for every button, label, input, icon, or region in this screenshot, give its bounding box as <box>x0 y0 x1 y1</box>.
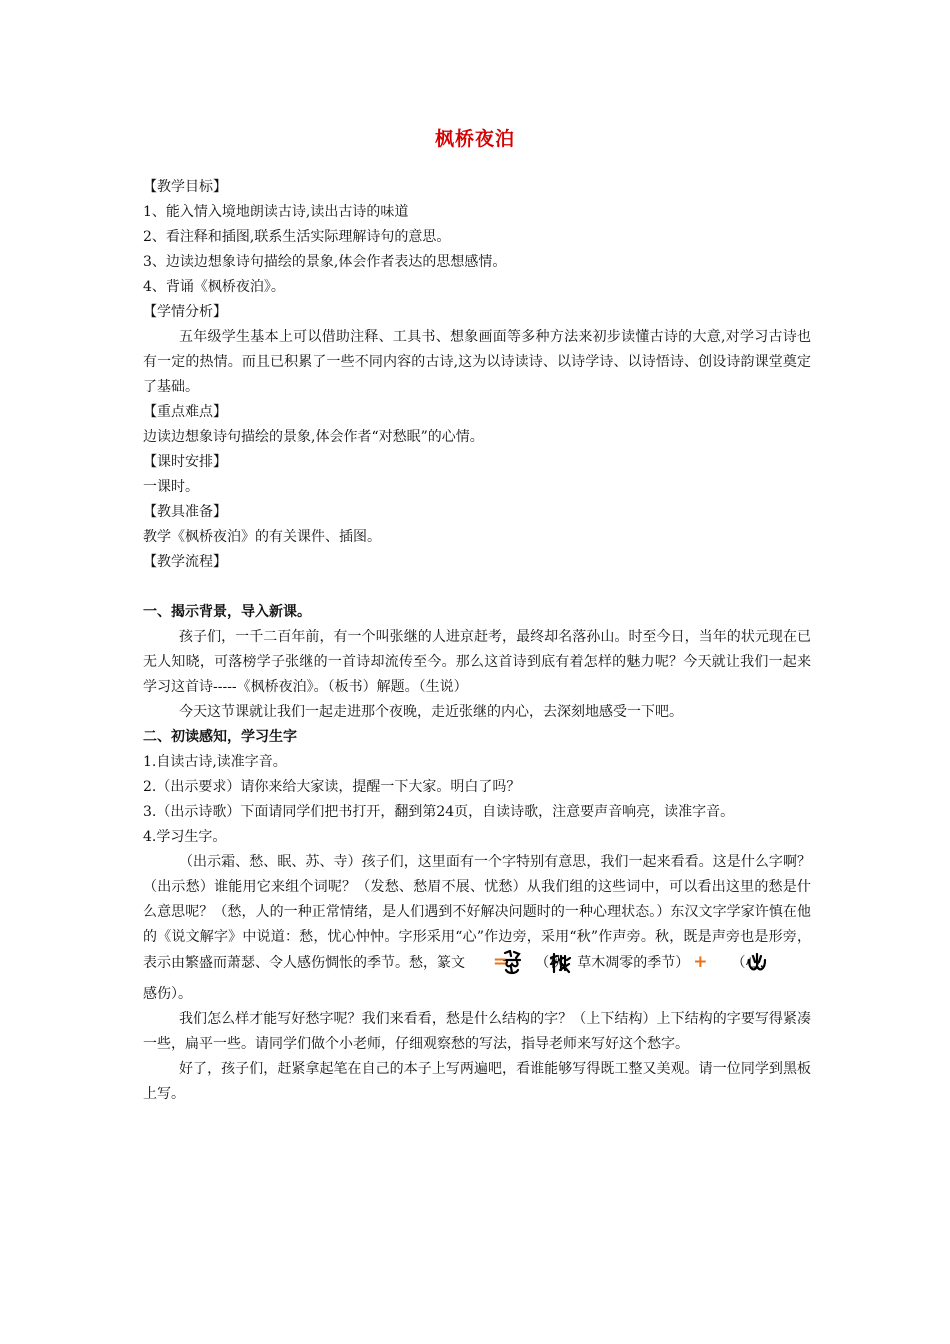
tools-paragraph: 教学《枫桥夜泊》的有关课件、插图。 <box>143 529 381 545</box>
goal-item: 4、背诵《枫桥夜泊》。 <box>143 279 285 295</box>
key-paragraph: 边读边想象诗句描绘的景象,体会作者“对愁眠”的心情。 <box>143 429 484 445</box>
step-item: 3.（出示诗歌）下面请同学们把书打开，翻到第24页，自读诗歌，注意要声音响亮，读准字音。 <box>143 804 735 820</box>
seal-script-xin-icon <box>710 950 732 976</box>
character-explanation-paragraph <box>143 850 811 976</box>
character-explanation-end: 感伤）。 <box>143 986 192 1002</box>
part1-paragraph: 孩子们，一千二百年前，有一个叫张继的人进京赶考，最终却名落孙山。时至今日，当年的状元现在已无人知晓，可落榜学子张继的一首诗却流传至今。那么这首诗到底有着怎样的魅力呢？今天就让我们一起来学习这首诗-----《枫桥夜泊》。（板书）解题。（生说） <box>143 629 811 695</box>
seal-script-chou-icon <box>465 950 487 976</box>
page-title: 枫桥夜泊 <box>434 128 515 150</box>
step-item: 4.学习生字。 <box>143 829 227 845</box>
practice-paragraph: 好了，孩子们，赶紧拿起笔在自己的本子上写两遍吧，看谁能够写得既工整又美观。请一位同学到黑板上写。 <box>143 1061 811 1102</box>
document-body <box>143 175 811 1107</box>
time-paragraph: 一课时。 <box>143 479 199 495</box>
seal-autumn-note: （秋，草木凋零的季节） <box>535 955 690 971</box>
section-heading-flow: 【教学流程】 <box>143 554 227 570</box>
section-heading-goals: 【教学目标】 <box>143 179 227 195</box>
step-item: 2.（出示要求）请你来给大家读，提醒一下大家。明白了吗？ <box>143 779 521 795</box>
goal-item: 1、能入情入境地朗读古诗,读出古诗的味道 <box>143 204 409 220</box>
seal-heart-note: （心， <box>731 955 774 971</box>
writing-guidance-paragraph: 我们怎么样才能写好愁字呢？我们来看看，愁是什么结构的字？（上下结构）上下结构的字要写得紧凑一些，扁平一些。请同学们做个小老师，仔细观察愁的写法，指导老师来写好这个愁字。 <box>143 1011 811 1052</box>
part2-heading: 二、初读感知，学习生字 <box>143 729 297 745</box>
section-heading-tools: 【教具准备】 <box>143 504 227 520</box>
goal-item: 3、边读边想象诗句描绘的景象,体会作者表达的思想感情。 <box>143 254 507 270</box>
part1-heading: 一、揭示背景，导入新课。 <box>143 604 311 620</box>
section-heading-analysis: 【学情分析】 <box>143 304 227 320</box>
analysis-paragraph: 五年级学生基本上可以借助注释、工具书、想象画面等多种方法来初步读懂古诗的大意,对学习古诗也有一定的热情。而且已积累了一些不同内容的古诗,这为以诗读诗、以诗学诗、以诗悟诗、创设诗韵课堂奠定了基础。 <box>143 329 811 395</box>
section-heading-time: 【课时安排】 <box>143 454 227 470</box>
step-item: 1.自读古诗,读准字音。 <box>143 754 287 770</box>
equals-sign: = <box>493 952 508 972</box>
part1-paragraph: 今天这节课就让我们一起走进那个夜晚，走近张继的内心，去深刻地感受一下吧。 <box>179 704 683 720</box>
character-explanation-text: （出示霜、愁、眠、苏、寺）孩子们，这里面有一个字特别有意思，我们一起来看看。这是什么字啊？（出示愁）谁能用它来组个词呢？（发愁、愁眉不展、忧愁）从我们组的这些词中，可以看出这里的愁是什么意思呢？（愁，人的一种正常情绪，是人们遇到不好解决问题时的一种心理状态。）东汉文字学家许慎在他的《说文解字》中说道：愁，忧心忡忡。字形采用“心”作边旁，采用“秋”作声旁。秋，既是声旁也是形旁，表示由繁盛而萧瑟、令人感伤惆怅的季节。愁，篆文 <box>143 854 811 971</box>
seal-script-qiu-icon <box>513 950 535 976</box>
plus-sign: + <box>693 952 708 972</box>
goal-item: 2、看注释和插图,联系生活实际理解诗句的意思。 <box>143 229 451 245</box>
section-heading-key: 【重点难点】 <box>143 404 227 420</box>
